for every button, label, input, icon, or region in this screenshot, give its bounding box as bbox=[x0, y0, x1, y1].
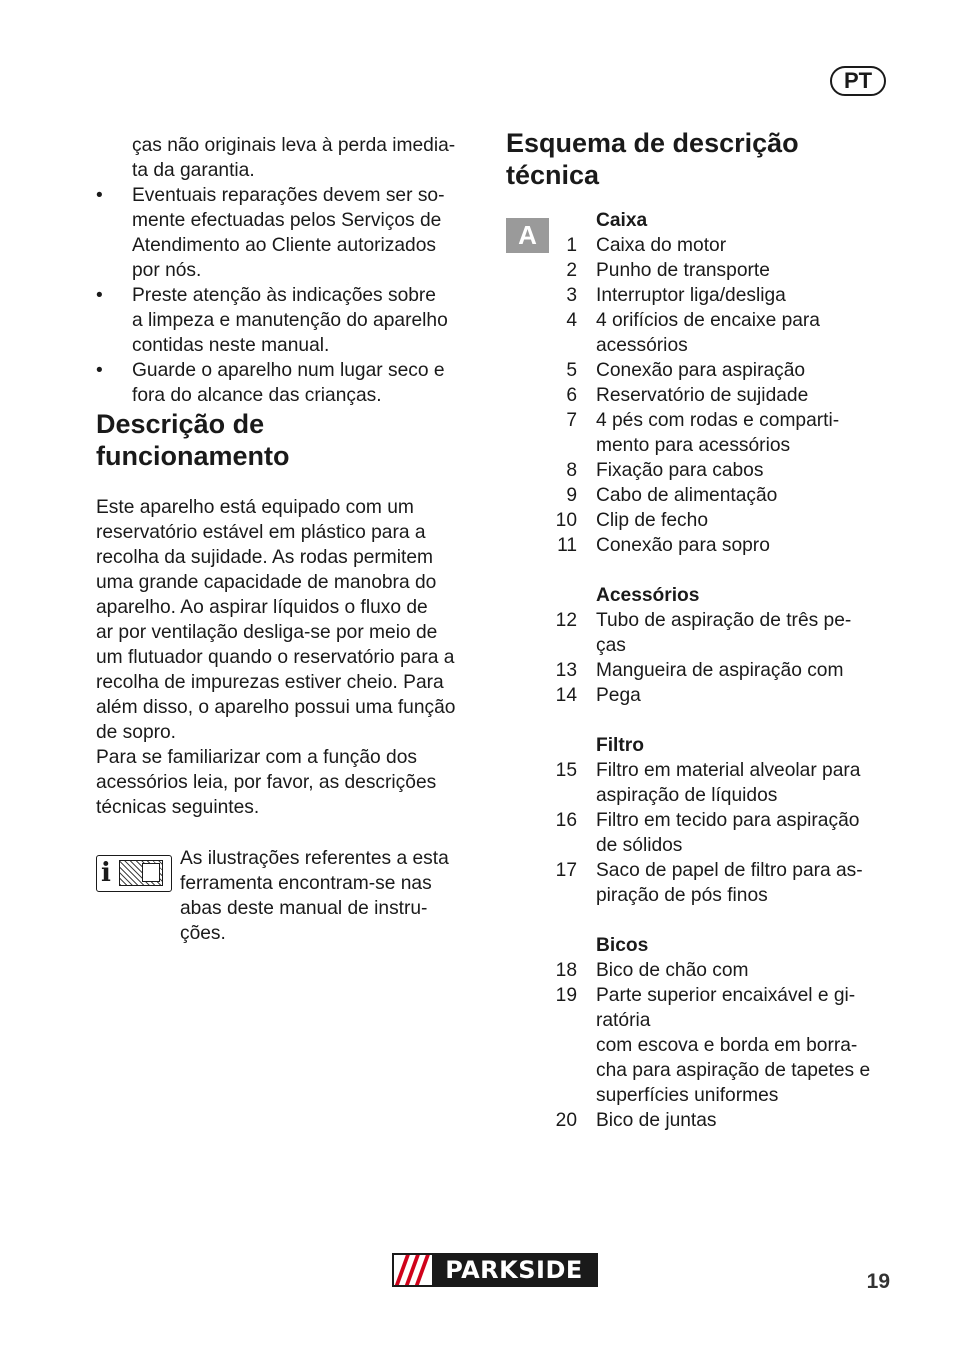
part-number: 1 bbox=[566, 235, 577, 256]
left-column bbox=[96, 133, 484, 946]
logo-wordmark: PARKSIDE bbox=[445, 1256, 583, 1284]
list-item bbox=[542, 458, 902, 483]
part-number: 16 bbox=[555, 810, 577, 831]
part-label: acessórios bbox=[596, 335, 688, 356]
part-number: 18 bbox=[555, 960, 577, 981]
list-item bbox=[542, 983, 902, 1108]
safety-bullet-list bbox=[96, 183, 484, 408]
list-item bbox=[542, 408, 902, 458]
text-line: contidas neste manual. bbox=[132, 335, 330, 356]
list-item bbox=[542, 1108, 902, 1133]
info-note-text bbox=[180, 846, 490, 946]
part-number: 6 bbox=[566, 385, 577, 406]
list-item bbox=[96, 183, 484, 283]
section-heading-esquema-descricao-tecnica bbox=[506, 127, 906, 191]
logo-stripes-icon bbox=[394, 1255, 432, 1285]
list-item bbox=[542, 483, 902, 508]
text-line: Eventuais reparações devem ser so- bbox=[132, 185, 445, 206]
list-item bbox=[542, 758, 902, 808]
list-item bbox=[542, 283, 902, 308]
part-number: 3 bbox=[566, 285, 577, 306]
part-label: Interruptor liga/desliga bbox=[596, 285, 786, 306]
part-number: 11 bbox=[557, 535, 577, 556]
text-line: por nós. bbox=[132, 260, 202, 281]
part-number: 9 bbox=[566, 485, 577, 506]
text-line: recolha de impurezas estiver cheio. Para bbox=[96, 672, 444, 693]
parkside-logo bbox=[392, 1253, 598, 1287]
text-line: recolha da sujidade. As rodas permitem bbox=[96, 547, 434, 568]
list-item bbox=[542, 358, 902, 383]
part-number: 8 bbox=[566, 460, 577, 481]
part-number: 10 bbox=[555, 510, 577, 531]
list-item bbox=[542, 383, 902, 408]
text-line: ta da garantia. bbox=[132, 160, 255, 181]
part-number: 14 bbox=[555, 685, 577, 706]
continued-bullet-text bbox=[96, 133, 484, 183]
part-label: Reservatório de sujidade bbox=[596, 385, 809, 406]
parts-group-title: Filtro bbox=[596, 735, 644, 756]
part-label: Caixa do motor bbox=[596, 235, 727, 256]
part-label: Punho de transporte bbox=[596, 260, 770, 281]
list-item bbox=[542, 508, 902, 533]
part-label: Fixação para cabos bbox=[596, 460, 764, 481]
heading-line: funcionamento bbox=[96, 441, 290, 471]
page-number: 19 bbox=[866, 1270, 890, 1293]
section-heading-descricao-funcionamento bbox=[96, 408, 484, 472]
part-number: 20 bbox=[555, 1110, 577, 1131]
list-item bbox=[542, 258, 902, 283]
part-label: piração de pós finos bbox=[596, 885, 768, 906]
part-label: de sólidos bbox=[596, 835, 683, 856]
text-line: técnicas seguintes. bbox=[96, 797, 260, 818]
part-label: aspiração de líquidos bbox=[596, 785, 778, 806]
part-number: 19 bbox=[555, 985, 577, 1006]
list-item bbox=[542, 608, 902, 658]
text-line: Atendimento ao Cliente autorizados bbox=[132, 235, 436, 256]
text-line: Preste atenção às indicações sobre bbox=[132, 285, 436, 306]
list-item bbox=[542, 958, 902, 983]
part-label: Parte superior encaixável e gi- bbox=[596, 985, 856, 1006]
text-line: As ilustrações referentes a esta bbox=[180, 848, 449, 869]
list-item bbox=[542, 658, 902, 683]
list-item bbox=[542, 233, 902, 258]
text-line: ar por ventilação desliga-se por meio de bbox=[96, 622, 438, 643]
part-label: Cabo de alimentação bbox=[596, 485, 778, 506]
part-label: Filtro em tecido para aspiração bbox=[596, 810, 860, 831]
heading-line: Descrição de bbox=[96, 409, 265, 439]
list-item bbox=[542, 858, 902, 908]
part-label: Tubo de aspiração de três pe- bbox=[596, 610, 852, 631]
part-label: Pega bbox=[596, 685, 641, 706]
bullet-dot: • bbox=[96, 285, 103, 306]
part-label: Conexão para sopro bbox=[596, 535, 770, 556]
parts-list bbox=[542, 208, 902, 1133]
text-line: Guarde o aparelho num lugar seco e bbox=[132, 360, 445, 381]
text-line: aparelho. Ao aspirar líquidos o fluxo de bbox=[96, 597, 428, 618]
part-label: superfícies uniformes bbox=[596, 1085, 779, 1106]
text-line: de sopro. bbox=[96, 722, 177, 743]
bullet-dot: • bbox=[96, 185, 103, 206]
part-label: Bico de chão com bbox=[596, 960, 749, 981]
part-label: com escova e borda em borra- bbox=[596, 1035, 858, 1056]
heading-line: técnica bbox=[506, 160, 600, 190]
text-line: reservatório estável em plástico para a bbox=[96, 522, 426, 543]
part-number: 4 bbox=[566, 310, 577, 331]
info-manual-icon: i bbox=[96, 855, 172, 892]
text-line: acessórios leia, por favor, as descrições bbox=[96, 772, 437, 793]
text-line: fora do alcance das crianças. bbox=[132, 385, 382, 406]
part-number: 2 bbox=[566, 260, 577, 281]
part-number: 15 bbox=[555, 760, 577, 781]
part-label: Clip de fecho bbox=[596, 510, 708, 531]
info-note bbox=[96, 846, 484, 946]
part-label: cha para aspiração de tapetes e bbox=[596, 1060, 871, 1081]
text-line: mente efectuadas pelos Serviços de bbox=[132, 210, 442, 231]
part-number: 17 bbox=[555, 860, 577, 881]
text-line: além disso, o aparelho possui uma função bbox=[96, 697, 456, 718]
parts-group-title: Bicos bbox=[596, 935, 649, 956]
part-label: 4 pés com rodas e comparti- bbox=[596, 410, 840, 431]
part-label: 4 orifícios de encaixe para bbox=[596, 310, 820, 331]
part-label: Conexão para aspiração bbox=[596, 360, 806, 381]
list-item bbox=[542, 808, 902, 858]
heading-line: Esquema de descrição bbox=[506, 128, 799, 158]
function-description-paragraph bbox=[96, 495, 484, 820]
part-label: ças bbox=[596, 635, 626, 656]
text-line: Este aparelho está equipado com um bbox=[96, 497, 414, 518]
list-item bbox=[542, 533, 902, 558]
text-line: um flutuador quando o reservatório para a bbox=[96, 647, 455, 668]
part-label: mento para acessórios bbox=[596, 435, 791, 456]
part-label: Bico de juntas bbox=[596, 1110, 717, 1131]
text-line: ções. bbox=[180, 923, 226, 944]
part-number: 5 bbox=[566, 360, 577, 381]
part-number: 7 bbox=[566, 410, 577, 431]
text-line: a limpeza e manutenção do aparelho bbox=[132, 310, 448, 331]
parts-group-title: Caixa bbox=[596, 210, 648, 231]
right-column bbox=[506, 127, 906, 1131]
part-label: ratória bbox=[596, 1010, 651, 1031]
list-item bbox=[96, 283, 484, 358]
bullet-dot: • bbox=[96, 360, 103, 381]
text-line: ças não originais leva à perda imedia- bbox=[132, 135, 456, 156]
list-item bbox=[96, 358, 484, 408]
part-label: Filtro em material alveolar para bbox=[596, 760, 861, 781]
part-number: 13 bbox=[555, 660, 577, 681]
list-item bbox=[542, 308, 902, 358]
part-number: 12 bbox=[555, 610, 577, 631]
text-line: ferramenta encontram-se nas bbox=[180, 873, 432, 894]
part-label: Saco de papel de filtro para as- bbox=[596, 860, 863, 881]
parts-group-title: Acessórios bbox=[596, 585, 700, 606]
text-line: abas deste manual de instru- bbox=[180, 898, 428, 919]
figure-label-a: A bbox=[506, 218, 549, 253]
language-badge: PT bbox=[830, 66, 886, 96]
part-label: Mangueira de aspiração com bbox=[596, 660, 844, 681]
list-item bbox=[542, 683, 902, 708]
text-line: Para se familiarizar com a função dos bbox=[96, 747, 417, 768]
text-line: uma grande capacidade de manobra do bbox=[96, 572, 437, 593]
